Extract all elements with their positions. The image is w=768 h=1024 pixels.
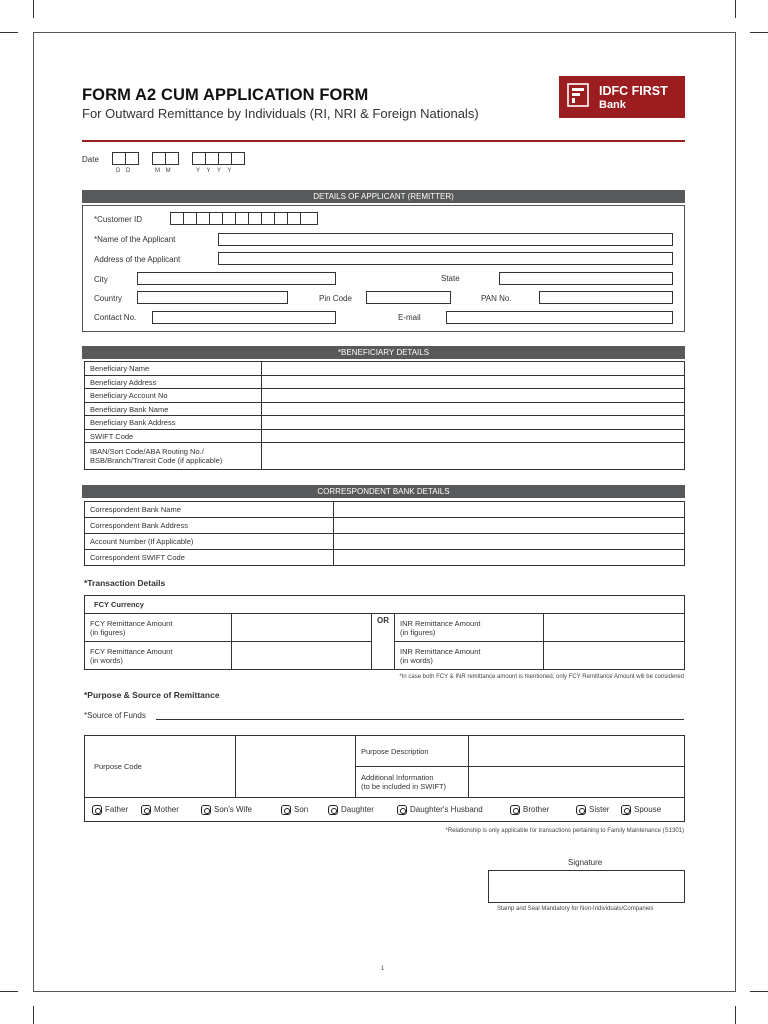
- inr-words-label-line1: INR Remittance Amount: [400, 646, 481, 656]
- table-row: [85, 416, 685, 430]
- transaction-heading: *Transaction Details: [84, 578, 166, 588]
- beneficiary-bank-name-label: Beneficiary Bank Name: [85, 403, 262, 416]
- relation-label: Daughter: [341, 805, 374, 815]
- correspondent-account-field[interactable]: [334, 534, 685, 550]
- crop-mark: [0, 32, 18, 33]
- relation-label: Spouse: [634, 805, 662, 815]
- fcy-words-field[interactable]: [232, 642, 372, 670]
- relation-brother[interactable]: [510, 805, 549, 815]
- relation-label: Brother: [523, 805, 550, 815]
- table-row: [85, 362, 685, 376]
- table-row: [85, 376, 685, 389]
- table-row: [85, 403, 685, 416]
- table-row: [85, 534, 685, 550]
- correspondent-bank-name-label: Correspondent Bank Name: [85, 502, 334, 518]
- header-divider: [82, 140, 685, 142]
- crop-mark: [750, 991, 768, 992]
- source-of-funds-label: *Source of Funds: [84, 711, 146, 720]
- contact-field[interactable]: [152, 311, 336, 324]
- purpose-code-field[interactable]: [236, 736, 356, 798]
- pan-label: PAN No.: [481, 294, 512, 303]
- table-row: [85, 389, 685, 403]
- date-month-field[interactable]: [152, 152, 180, 165]
- crop-mark: [33, 1006, 34, 1024]
- checkbox-icon[interactable]: [510, 805, 520, 815]
- beneficiary-name-field[interactable]: [262, 362, 685, 376]
- beneficiary-bank-name-field[interactable]: [262, 403, 685, 416]
- pan-field[interactable]: [539, 291, 673, 304]
- relation-mother[interactable]: [141, 805, 179, 815]
- fcy-currency-label: FCY Currency: [85, 596, 685, 614]
- table-row: [85, 430, 685, 443]
- relation-label: Father: [105, 805, 129, 815]
- fcy-words-label-line1: FCY Remittance Amount: [90, 646, 173, 656]
- inr-figures-field[interactable]: [544, 614, 685, 642]
- relation-father[interactable]: [92, 805, 128, 815]
- beneficiary-section-heading: *BENEFICIARY DETAILS: [82, 346, 685, 359]
- inr-words-field[interactable]: [544, 642, 685, 670]
- fcy-figures-label-line1: FCY Remittance Amount: [90, 618, 173, 628]
- correspondent-bank-address-label: Correspondent Bank Address: [85, 518, 334, 534]
- additional-info-label-line2: (to be included in SWIFT): [361, 782, 447, 791]
- or-label: OR: [377, 615, 389, 625]
- inr-words-label-line2: (in words): [400, 655, 433, 665]
- purpose-code-label: Purpose Code: [85, 736, 236, 798]
- brand-name: IDFC FIRST: [599, 84, 668, 98]
- swift-code-label: SWIFT Code: [85, 430, 262, 443]
- bank-logo-icon: [567, 83, 589, 107]
- iban-label-line2: BSB/Branch/Transit Code (if applicable): [90, 456, 223, 465]
- beneficiary-name-label: Beneficiary Name: [85, 362, 262, 376]
- checkbox-icon[interactable]: [397, 805, 407, 815]
- purpose-description-label: Purpose Description: [356, 736, 469, 767]
- fcy-figures-label: [85, 614, 232, 642]
- checkbox-icon[interactable]: [92, 805, 102, 815]
- beneficiary-bank-address-label: Beneficiary Bank Address: [85, 416, 262, 430]
- customer-id-label: *Customer ID: [94, 215, 143, 224]
- beneficiary-account-field[interactable]: [262, 389, 685, 403]
- purpose-description-field[interactable]: [469, 736, 685, 767]
- table-row: [85, 614, 685, 642]
- additional-info-label-line1: Additional Information: [361, 773, 434, 782]
- crop-mark: [735, 0, 736, 18]
- fcy-words-label-line2: (in words): [90, 655, 123, 665]
- date-label: Date: [82, 155, 99, 164]
- correspondent-account-label: Account Number (If Applicable): [85, 534, 334, 550]
- state-field[interactable]: [499, 272, 673, 285]
- contact-label: Contact No.: [94, 313, 137, 322]
- correspondent-swift-label: Correspondent SWIFT Code: [85, 550, 334, 566]
- iban-label: [85, 443, 262, 470]
- date-year-field[interactable]: [192, 152, 246, 165]
- swift-code-field[interactable]: [262, 430, 685, 443]
- state-label: State: [441, 274, 460, 283]
- beneficiary-address-label: Beneficiary Address: [85, 376, 262, 389]
- correspondent-section-heading: CORRESPONDENT BANK DETAILS: [82, 485, 685, 498]
- country-label: Country: [94, 294, 123, 303]
- fcy-words-label: [85, 642, 232, 670]
- relation-spouse[interactable]: [621, 805, 661, 815]
- inr-figures-label-line2: (in figures): [400, 627, 436, 637]
- inr-words-label: [395, 642, 544, 670]
- date-year-hint: Y Y Y Y: [196, 168, 232, 174]
- correspondent-swift-field[interactable]: [334, 550, 685, 566]
- relation-label: Daughter's Husband: [410, 805, 483, 815]
- signature-field[interactable]: [488, 870, 685, 903]
- purpose-heading: *Purpose & Source of Remittance: [84, 690, 220, 700]
- correspondent-table: [84, 501, 685, 566]
- inr-figures-label: [395, 614, 544, 642]
- relation-son[interactable]: [281, 805, 308, 815]
- country-field[interactable]: [137, 291, 288, 304]
- table-row: [85, 443, 685, 470]
- crop-mark: [750, 32, 768, 33]
- brand-name-line2: Bank: [599, 99, 626, 111]
- iban-field[interactable]: [262, 443, 685, 470]
- relation-sister[interactable]: [576, 805, 609, 815]
- fcy-figures-label-line2: (in figures): [90, 627, 126, 637]
- customer-id-field[interactable]: [170, 212, 318, 225]
- additional-info-field[interactable]: [469, 767, 685, 798]
- pin-code-label: Pin Code: [319, 294, 352, 303]
- checkbox-icon[interactable]: [141, 805, 151, 815]
- bank-logo: [559, 76, 685, 118]
- crop-mark: [735, 1006, 736, 1024]
- applicant-name-field[interactable]: [218, 233, 673, 246]
- inr-figures-label-line1: INR Remittance Amount: [400, 618, 481, 628]
- relation-label: Son's Wife: [214, 805, 252, 815]
- table-row: [85, 550, 685, 566]
- checkbox-icon[interactable]: [576, 805, 586, 815]
- crop-mark: [33, 0, 34, 18]
- correspondent-bank-address-field[interactable]: [334, 518, 685, 534]
- or-column: [372, 614, 395, 670]
- transaction-note: *In case both FCY & INR remittance amount is mentioned, only FCY Remittance Amount will be considered: [399, 674, 684, 680]
- applicant-address-label: Address of the Applicant: [94, 255, 181, 264]
- date-day-hint: D D: [116, 168, 131, 174]
- page-number: 1: [381, 966, 385, 972]
- applicant-name-label: *Name of the Applicant: [94, 235, 176, 244]
- signature-note: Stamp and Seal Mandatory for Non-Individuals/Companies: [497, 906, 654, 912]
- iban-label-line1: IBAN/Sort Code/ABA Routing No./: [90, 447, 204, 456]
- signature-label: Signature: [568, 858, 603, 867]
- table-row: [85, 502, 685, 518]
- beneficiary-table: [84, 361, 685, 470]
- applicant-address-field[interactable]: [218, 252, 673, 265]
- date-day-field[interactable]: [112, 152, 140, 165]
- city-label: City: [94, 275, 108, 284]
- additional-info-label: [356, 767, 469, 798]
- beneficiary-address-field[interactable]: [262, 376, 685, 389]
- relation-label: Sister: [589, 805, 610, 815]
- transaction-table: [84, 595, 685, 670]
- checkbox-icon[interactable]: [281, 805, 291, 815]
- table-row: [85, 518, 685, 534]
- pin-code-field[interactable]: [366, 291, 451, 304]
- beneficiary-bank-address-field[interactable]: [262, 416, 685, 430]
- form-title: FORM A2 CUM APPLICATION FORM: [82, 86, 369, 104]
- relation-sons-wife[interactable]: [201, 805, 252, 815]
- date-month-hint: M M: [155, 168, 171, 174]
- table-row: [85, 736, 685, 767]
- fcy-figures-field[interactable]: [232, 614, 372, 642]
- checkbox-icon[interactable]: [201, 805, 211, 815]
- city-field[interactable]: [137, 272, 336, 285]
- relation-label: Son: [294, 805, 309, 815]
- beneficiary-account-label: Beneficiary Account No: [85, 389, 262, 403]
- table-row: [85, 596, 685, 614]
- relation-daughters-husband[interactable]: [397, 805, 483, 815]
- email-field[interactable]: [446, 311, 673, 324]
- checkbox-icon[interactable]: [621, 805, 631, 815]
- form-subtitle: For Outward Remittance by Individuals (RI, NRI & Foreign Nationals): [82, 106, 479, 121]
- checkbox-icon[interactable]: [328, 805, 338, 815]
- source-of-funds-field[interactable]: [156, 719, 684, 720]
- relationship-note: *Relationship is only applicable for transactions pertaining to Family Maintenance (S1301): [445, 828, 684, 834]
- applicant-section-heading: DETAILS OF APPLICANT (REMITTER): [82, 190, 685, 203]
- correspondent-bank-name-field[interactable]: [334, 502, 685, 518]
- relation-label: Mother: [154, 805, 179, 815]
- relation-daughter[interactable]: [328, 805, 374, 815]
- email-label: E-mail: [398, 313, 421, 322]
- crop-mark: [0, 991, 18, 992]
